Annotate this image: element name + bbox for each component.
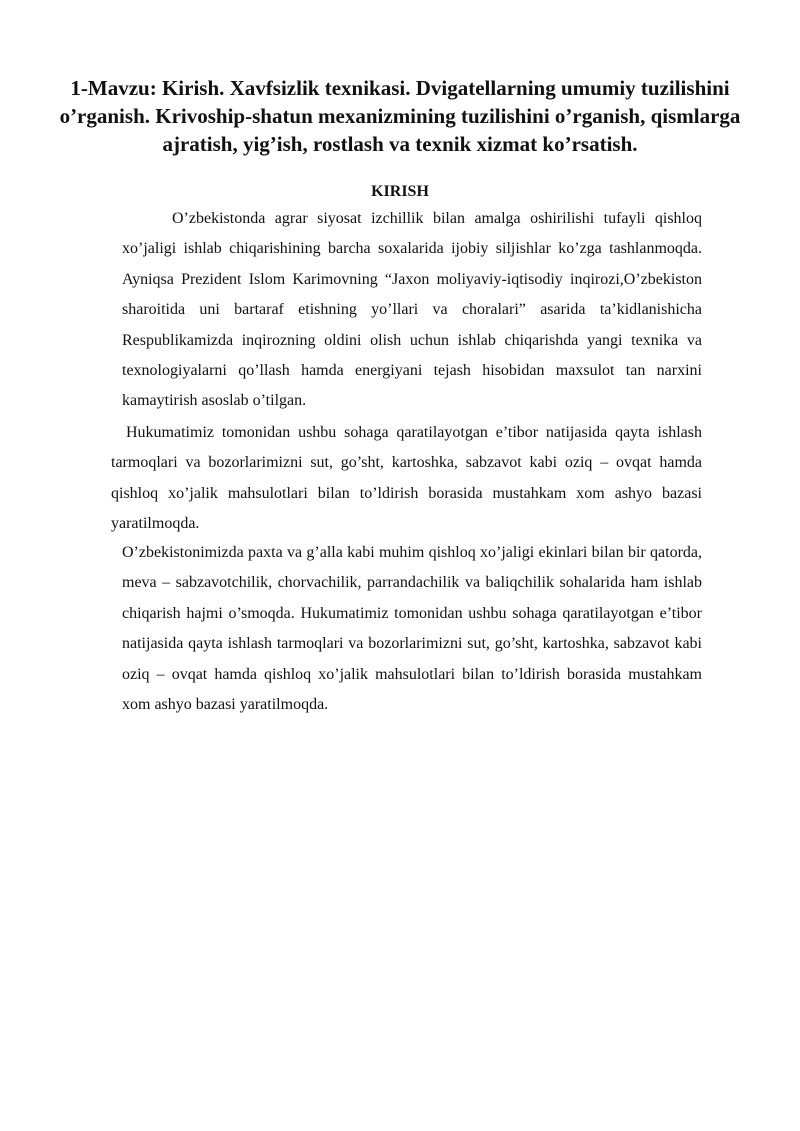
paragraph-intro: O’zbekistonda agrar siyosat izchillik bilan amalga oshirilishi tufayli qishloq xo’jaligi ishlab chiqarishining barcha soxalarida ijobiy siljishlar ko’zga tashlanmoqda. Ayniqsa Prezident Islom Karimovning “Jaxon moliyaviy-iqtisodiy inqirozi,O’zbekiston sharoitida uni bartaraf etishning yo’llari va choralari” asarida ta’kidlanishicha Respublikamizda inqirozning oldini olish uchun ishlab chiqarishda yangi texnika va texnologiyalarni qo’llash hamda energiyani tejash hisobidan maxsulot tan narxini kamaytirish asoslab o’tilgan.	[122, 210, 702, 410]
paragraph-agriculture-growth: O’zbekistonimizda paxta va g’alla kabi muhim qishloq xo’jaligi ekinlari bilan bir qatorda, meva – sabzavotchilik, chorvachilik, parrandachilik va baliqchilik sohalarida ham ishlab chiqarish hajmi o’smoqda. Hukumatimiz tomonidan ushbu sohaga qaratilayotgan e’tibor natijasida qayta ishlash tarmoqlari va bozorlarimizni sut, go’sht, kartoshka, sabzavot kabi oziq – ovqat hamda qishloq xo’jalik mahsulotlari bilan to’ldirish borasida mustahkam xom ashyo bazasi yaratilmoqda.	[122, 544, 702, 714]
section-heading: KIRISH	[371, 183, 429, 200]
paragraph-government-attention: Hukumatimiz tomonidan ushbu sohaga qaratilayotgan e’tibor natijasida qayta ishlash tarmoqlari va bozorlarimizni sut, go’sht, kartoshka, sabzavot kabi oziq – ovqat hamda qishloq xo’jalik mahsulotlari bilan to’ldirish borasida mustahkam xom ashyo bazasi yaratilmoqda.	[111, 424, 702, 533]
document-title: 1-Mavzu: Kirish. Xavfsizlik texnikasi. Dvigatellarning umumiy tuzilishini o’rganish. Krivoship-shatun mexanizmining tuzilishini o’rganish, qismlarga ajratish, yig’ish, rostlash va texnik xizmat ko’rsatish.	[59, 76, 741, 156]
